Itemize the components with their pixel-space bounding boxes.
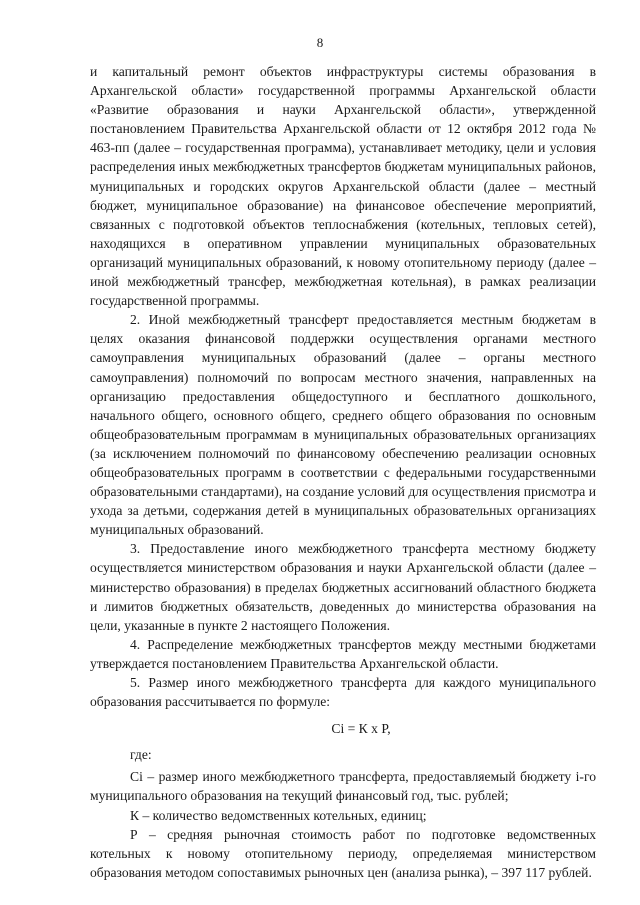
- formula: Ci = К х Р,: [331, 721, 391, 737]
- page-number: 8: [316, 35, 324, 50]
- paragraph-continuation: и капитальный ремонт объектов инфраструктуры системы образования в Архангельской области» государственной программы Архангельской области «Развитие образования и науки Архангельской области», утвержденной постановлением Правительства Архангельской области от 12 октября 2012 года № 463-пп (далее – государственная программа), устанавливает методику, цели и условия распределения иных межбюджетных трансфертов бюджетам муниципальных районов, муниципальных и городских округов Архангельской области (далее – местный бюджет, муниципальное образование) на финансовое обеспечение мероприятий, связанных с подготовкой объектов теплоснабжения (котельных, тепловых сетей), находящихся в оперативном управлении муниципальных образовательных организаций муниципальных образований, к новому отопительному периоду (далее – иной межбюджетный трансфер, межбюджетная котельная), в рамках реализации государственной программы.: [90, 64, 596, 309]
- paragraph-2: 2. Иной межбюджетный трансферт предоставляется местным бюджетам в целях оказания финансовой поддержки осуществления органами местного самоуправления муниципальных образований (далее – органы местного самоуправления) полномочий по вопросам местного значения, направленных на организацию предоставления общедоступного и бесплатного дошкольного, начального общего, основного общего, среднего общего образования по основным общеобразовательным программам в муниципальных образовательных организациях (за исключением полномочий по финансовому обеспечению реализации основных общеобразовательных программ в соответствии с федеральными государственными образовательными стандартами), на создание условий для осуществления присмотра и ухода за детьми, содержания детей в муниципальных образовательных организациях муниципальных образований.: [90, 312, 596, 538]
- definition-k: К – количество ведомственных котельных, единиц;: [130, 807, 427, 823]
- definition-ci: Ci – размер иного межбюджетного трансферта, предоставляемый бюджету i-го муниципального образования на текущий финансовый год, тыс. рублей;: [90, 769, 596, 804]
- paragraph-5: 5. Размер иного межбюджетного трансферта для каждого муниципального образования рассчитывается по формуле:: [90, 675, 596, 710]
- where-label: где:: [130, 747, 152, 763]
- document-body: [90, 62, 596, 882]
- paragraph-3: 3. Предоставление иного межбюджетного трансферта местному бюджету осуществляется министерством образования и науки Архангельской области (далее – министерство образования) в пределах бюджетных ассигнований областного бюджета и лимитов бюджетных обязательств, доведенных до министерства образования на цели, указанные в пункте 2 настоящего Положения.: [90, 541, 596, 633]
- paragraph-4: 4. Распределение межбюджетных трансфертов между местными бюджетами утверждается постановлением Правительства Архангельской области.: [90, 636, 596, 671]
- definition-p: Р – средняя рыночная стоимость работ по подготовке ведомственных котельных к новому отопительному периоду, определяемая министерством образования методом сопоставимых рыночных цен (анализа рынка), – 397 117 рублей.: [90, 826, 596, 880]
